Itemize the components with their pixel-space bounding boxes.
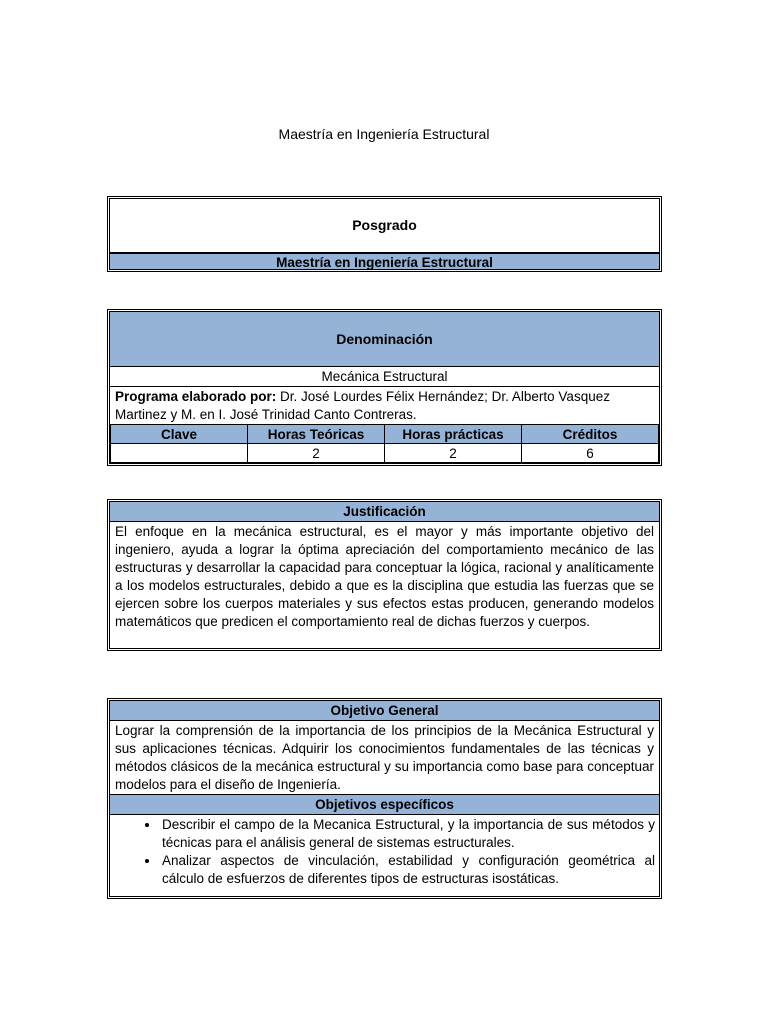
denominacion-table (107, 309, 662, 466)
hours-header-row (111, 425, 659, 444)
justificacion-table (107, 499, 662, 651)
posgrado-program: Maestría en Ingeniería Estructural (110, 252, 659, 269)
objetivos-especificos-list (110, 816, 659, 888)
objetivos-table (107, 698, 662, 899)
value-creditos: 6 (522, 444, 659, 463)
justificacion-text: El enfoque en la mecánica estructural, es el mayor y más importante objetivo del ingeniero, ayuda a lograr la óptima apreciación del comportamiento mecánico de las estructuras y desarrollar la capacidad para conceptuar la lógica, racional y analíticamente a los modelos estructurales, debido a que es la disciplina que estudia las fuerzas que se ejercen sobre los cuerpos materiales y sus efectos estas producen, generando modelos matemáticos que predicen el comportamiento real de dichas fuerzos y cuerpos. (110, 521, 659, 648)
column-clave: Clave (111, 425, 248, 444)
justificacion-heading: Justificación (110, 502, 659, 521)
hours-values-row (111, 444, 659, 463)
posgrado-table (107, 196, 662, 272)
objetivo-especifico-item: • Describir el campo de la Mecanica Estructural, y la importancia de sus métodos y técnicas para el análisis general de sistemas estructurales. (160, 816, 655, 852)
prepared-by-label: Programa elaborado por: (115, 389, 277, 404)
column-horas-teoricas: Horas Teóricas (248, 425, 385, 444)
posgrado-heading: Posgrado (110, 199, 659, 252)
column-horas-practicas: Horas prácticas (385, 425, 522, 444)
prepared-by-value: Dr. José Lourdes Félix Hernández; Dr. Alberto Vasquez Martinez y M. en I. José Trinidad Canto Contreras. (115, 389, 610, 422)
course-name: Mecánica Estructural (110, 366, 659, 386)
hours-table (110, 424, 659, 463)
value-horas-practicas: 2 (385, 444, 522, 463)
value-clave (111, 444, 248, 463)
objetivo-general-text: Lograr la comprensión de la importancia de los principios de la Mecánica Estructural y sus aplicaciones técnicas. Adquirir los conocimientos fundamentales de las técnicas y métodos clásicos de la mecánica estructural y su importancia como base para conceptuar modelos para el diseño de Ingeniería. (110, 720, 659, 794)
prepared-by (110, 386, 659, 424)
objetivo-general-heading: Objetivo General (110, 701, 659, 720)
denominacion-heading: Denominación (110, 312, 659, 366)
objetivos-especificos-heading: Objetivos específicos (110, 794, 659, 814)
objetivo-especifico-item: • Analizar aspectos de vinculación, estabilidad y configuración geométrica al cálculo de esfuerzos de diferentes tipos de estructuras isostáticas. (160, 852, 655, 888)
value-horas-teoricas: 2 (248, 444, 385, 463)
column-creditos: Créditos (522, 425, 659, 444)
objetivos-especificos-list-container (110, 814, 659, 896)
page-title: Maestría en Ingeniería Estructural (278, 126, 490, 142)
